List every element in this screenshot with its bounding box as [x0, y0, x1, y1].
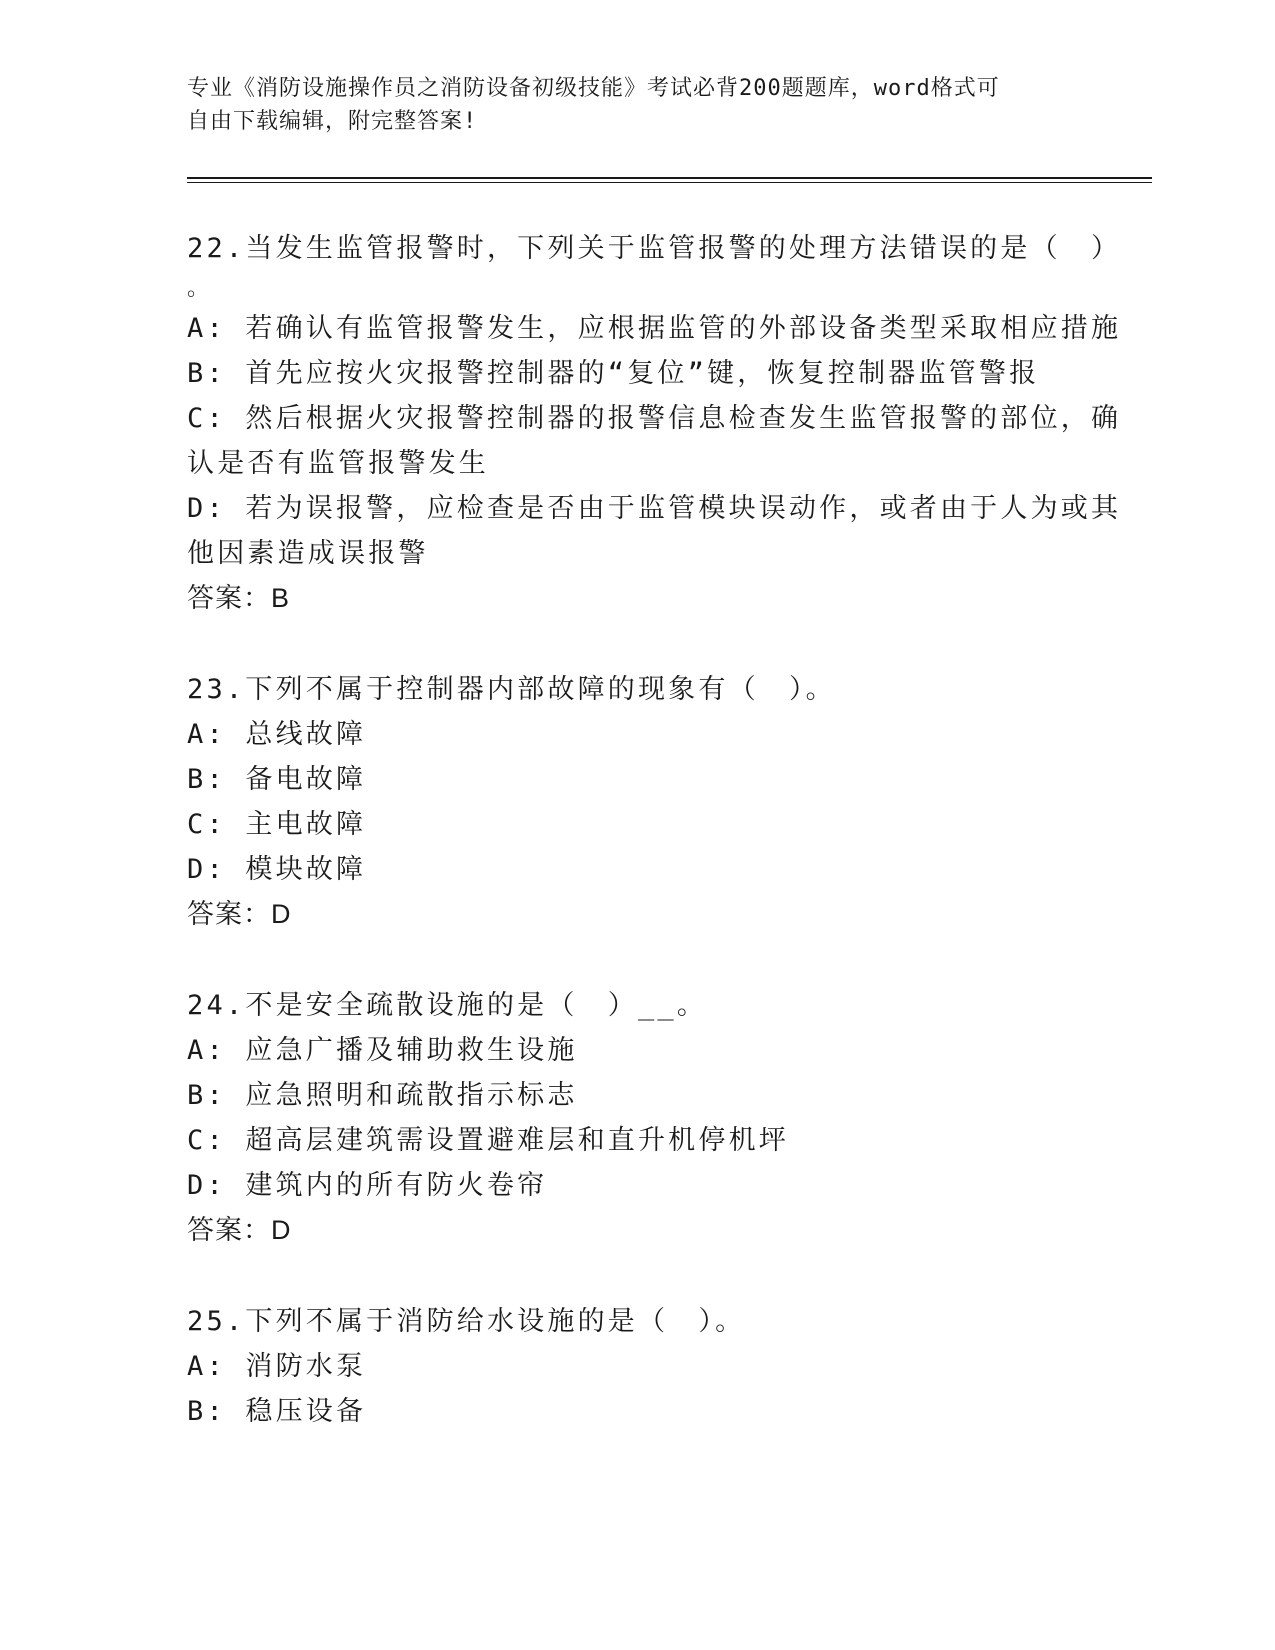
header-rule-thin [187, 182, 1152, 183]
question-stem: 23.下列不属于控制器内部故障的现象有（ ）。 [187, 674, 836, 705]
header-rule-thick [187, 177, 1152, 179]
option-d: D: 模块故障 [187, 854, 367, 885]
question-stem-continuation: 。 [187, 276, 213, 301]
option-d: D: 建筑内的所有防火卷帘 [187, 1170, 548, 1201]
option-c: C: 主电故障 [187, 809, 367, 840]
question-stem: 25.下列不属于消防给水设施的是（ ）。 [187, 1306, 746, 1337]
question-25 [187, 1299, 1087, 1434]
option-c: C: 超高层建筑需设置避难层和直升机停机坪 [187, 1125, 789, 1156]
option-d-continuation: 他因素造成误报警 [187, 538, 429, 569]
header-line-1: 专业《消防设施操作员之消防设备初级技能》考试必背200题题库，word格式可 [187, 76, 1000, 101]
question-23 [187, 667, 1087, 937]
question-24 [187, 983, 1087, 1253]
question-list [187, 226, 1122, 1434]
option-a: A: 消防水泵 [187, 1351, 367, 1382]
option-b: B: 稳压设备 [187, 1396, 367, 1427]
answer-label: 答案：D [187, 1215, 292, 1245]
answer-label: 答案：B [187, 583, 291, 613]
option-a: A: 应急广播及辅助救生设施 [187, 1035, 578, 1066]
option-c-continuation: 认是否有监管报警发生 [187, 448, 489, 479]
document-header [187, 72, 1067, 138]
option-b: B: 首先应按火灾报警控制器的“复位”键，恢复控制器监管警报 [187, 358, 1040, 389]
header-line-2: 自由下载编辑，附完整答案! [187, 109, 478, 134]
option-d: D: 若为误报警，应检查是否由于监管模块误动作，或者由于人为或其 [187, 493, 1122, 524]
option-b: B: 备电故障 [187, 764, 367, 795]
question-stem: 22.当发生监管报警时，下列关于监管报警的处理方法错误的是（ ） [187, 233, 1122, 264]
option-a: A: 总线故障 [187, 719, 367, 750]
option-a: A: 若确认有监管报警发生，应根据监管的外部设备类型采取相应措施 [187, 313, 1122, 344]
answer-label: 答案：D [187, 899, 292, 929]
question-stem: 24.不是安全疏散设施的是（ ）__。 [187, 990, 708, 1021]
option-b: B: 应急照明和疏散指示标志 [187, 1080, 578, 1111]
option-c: C: 然后根据火灾报警控制器的报警信息检查发生监管报警的部位，确 [187, 403, 1122, 434]
question-22 [187, 226, 1122, 621]
